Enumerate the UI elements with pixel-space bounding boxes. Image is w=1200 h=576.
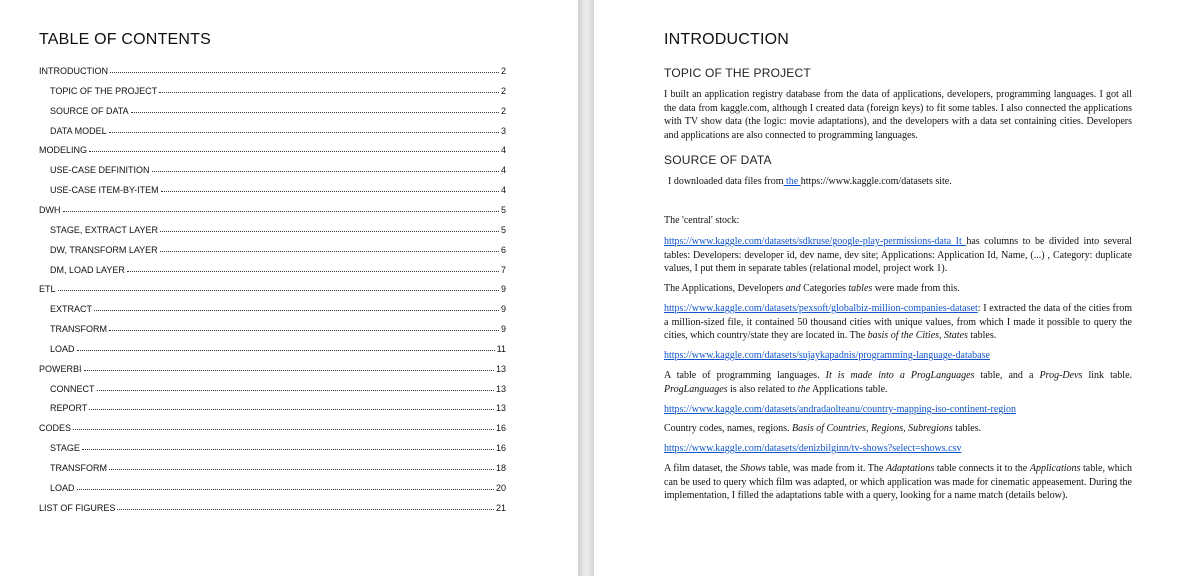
toc-entry-label: REPORT (50, 403, 88, 414)
p9-text-a: A film dataset, the (664, 463, 741, 474)
toc-entry[interactable] (39, 201, 506, 215)
toc-dot-leader (77, 350, 495, 351)
toc-entry-page-number: 13 (495, 363, 506, 374)
toc-entry-label: STAGE, EXTRACT LAYER (50, 224, 159, 235)
toc-dot-leader (89, 409, 494, 410)
toc-entry-page-number: 2 (500, 66, 506, 76)
toc-entry[interactable] (39, 419, 506, 433)
p5-text-f: ProgLanguages (664, 383, 728, 395)
p5-text-i: Applications table. (810, 383, 888, 395)
toc-dot-leader (127, 271, 499, 272)
toc-dot-leader (89, 151, 499, 152)
p9-text-b: Shows (740, 463, 766, 474)
toc-dot-leader (94, 310, 499, 311)
toc-entry-label: DW, TRANSFORM LAYER (50, 244, 158, 255)
toc-entry-label: ETL (39, 284, 56, 295)
p5-text-e: link table. (1082, 370, 1133, 381)
toc-entry-label: USE-CASE ITEM-BY-ITEM (50, 185, 159, 196)
toc-dot-leader (82, 449, 494, 450)
toc-title: TABLE OF CONTENTS (39, 31, 212, 48)
toc-entry-page-number: 4 (500, 185, 506, 196)
toc-dot-leader (131, 112, 499, 113)
introduction-page (594, 0, 1200, 576)
p2-text-d: tables (848, 283, 873, 294)
tv-shows-link[interactable]: https://www.kaggle.com/datasets/denizbilginn/tv-shows?select=shows.csv (664, 443, 962, 454)
toc-entry-page-number: 4 (500, 165, 506, 176)
p5-text-a: A table of programming languages. (664, 370, 826, 381)
p5-text-b: It is made into a ProgLanguages (825, 370, 975, 381)
countries-paragraph (664, 422, 1132, 436)
toc-entry[interactable] (39, 62, 506, 76)
toc-dot-leader (84, 370, 494, 371)
country-mapping-link-paragraph (664, 403, 1132, 417)
toc-entry-page-number: 16 (495, 423, 506, 434)
toc-entry-page-number: 6 (500, 244, 506, 255)
introduction-heading: INTRODUCTION (664, 31, 790, 48)
toc-entry[interactable] (50, 261, 506, 275)
toc-entry[interactable] (50, 122, 506, 136)
shows-paragraph (664, 462, 1132, 503)
p7-text-c: tables. (952, 423, 982, 434)
source-text-post: https://www.kaggle.com/datasets site. (800, 176, 952, 187)
toc-dot-leader (58, 290, 499, 291)
google-play-text: has columns to be divided into several tables: Developers: developer id, dev name, dev site; Applications: Application Id, Name, (...) , Category: duplicate values, I put them in separate tables (relational model, project work 1). (664, 236, 1132, 275)
toc-entry[interactable] (50, 380, 506, 394)
toc-dot-leader (97, 390, 494, 391)
toc-entry-page-number: 9 (500, 284, 506, 295)
toc-entry[interactable] (39, 360, 506, 374)
p5-text-g: is also related to (727, 383, 798, 395)
toc-entry[interactable] (50, 459, 506, 473)
toc-entry[interactable] (39, 499, 506, 513)
toc-entry[interactable] (39, 280, 506, 294)
toc-dot-leader (109, 330, 499, 331)
p2-text-a: The Applications, Developers (664, 283, 786, 294)
toc-entry-label: DATA MODEL (50, 125, 107, 136)
toc-entry-page-number: 21 (495, 502, 506, 513)
p5-text-h: the (797, 383, 811, 395)
toc-entry[interactable] (50, 221, 506, 235)
toc-dot-leader (159, 92, 499, 93)
google-play-permissions-link[interactable]: https://www.kaggle.com/datasets/sdkruse/google-play-permissions-data It (664, 236, 967, 247)
toc-entry-label: STAGE (50, 443, 80, 454)
toc-entry-label: DWH (39, 204, 61, 215)
toc-entry[interactable] (50, 320, 506, 334)
toc-dot-leader (117, 509, 494, 510)
toc-entry-label: SOURCE OF DATA (50, 105, 129, 116)
toc-entry-page-number: 13 (495, 383, 506, 394)
toc-dot-leader (160, 231, 499, 232)
topic-heading: TOPIC OF THE PROJECT (664, 66, 811, 80)
toc-dot-leader (73, 429, 494, 430)
p9-text-d: Adaptations (885, 463, 935, 474)
toc-page (0, 0, 578, 576)
prog-languages-paragraph (664, 369, 1132, 396)
p3-text-b: basis of the Cities, States (867, 330, 968, 342)
p9-text-e: table connects it to the (934, 463, 1030, 474)
toc-entry-label: INTRODUCTION (39, 66, 108, 76)
toc-entry-page-number: 20 (495, 482, 506, 493)
p9-text-c: table, was made from it. The (765, 463, 886, 474)
toc-entry-page-number: 3 (500, 125, 506, 136)
cities-paragraph (664, 302, 1132, 343)
toc-entry[interactable] (50, 439, 506, 453)
toc-dot-leader (63, 211, 499, 212)
toc-entry-label: EXTRACT (50, 304, 93, 315)
toc-entry-label: TRANSFORM (50, 324, 107, 335)
p9-text-f: Applications (1029, 463, 1081, 474)
topic-paragraph: I built an application registry database from the data of applications, developers, programming languages. I got all the data from kaggle.com, although I created data (foreign keys) to fit some tables. I also connected the applications with TV show data (the logic: movie adaptations), and the developers with a data set containing cities. Developers and applications are also connected to programming languages. (664, 89, 1132, 141)
toc-entry[interactable] (50, 300, 506, 314)
p2-text-c: Categories (800, 283, 849, 294)
p2-text-b: and (785, 283, 801, 294)
toc-dot-leader (152, 171, 499, 172)
toc-entry-page-number: 16 (495, 443, 506, 454)
p7-text-a: Country codes, names, regions. (664, 423, 793, 434)
google-play-paragraph (664, 235, 1132, 276)
toc-dot-leader (161, 191, 499, 192)
toc-entry[interactable] (39, 141, 506, 155)
toc-entry-page-number: 7 (500, 264, 506, 275)
toc-entry-label: POWERBI (39, 363, 82, 374)
toc-entry[interactable] (50, 181, 506, 195)
source-paragraph (664, 175, 1136, 189)
toc-entry[interactable] (50, 241, 506, 255)
globalbiz-companies-link[interactable]: https://www.kaggle.com/datasets/pexsoft/globalbiz-million-companies-dataset (664, 303, 978, 314)
source-heading: SOURCE OF DATA (664, 153, 772, 167)
toc-dot-leader (110, 72, 499, 73)
p5-text-d: Prog-Devs (1039, 370, 1083, 381)
toc-entry-label: TRANSFORM (50, 463, 107, 473)
toc-entry-label: USE-CASE DEFINITION (50, 165, 150, 176)
toc-entry-page-number: 9 (500, 304, 506, 315)
country-mapping-link[interactable]: https://www.kaggle.com/datasets/andradaolteanu/country-mapping-iso-continent-region (664, 404, 1017, 415)
tv-shows-link-paragraph (664, 442, 1132, 456)
source-link-the[interactable]: the (783, 176, 801, 187)
toc-entry-page-number: 5 (500, 224, 506, 235)
toc-entry-label: LOAD (50, 343, 75, 354)
toc-entry-label: CODES (39, 423, 72, 434)
toc-entry-label: LOAD (50, 482, 75, 493)
p5-text-c: table, and a (974, 370, 1040, 381)
central-stock-label: The 'central' stock: (664, 215, 740, 226)
toc-entry[interactable] (50, 399, 506, 413)
p9-text-g: table, which can be used to query which film was adapted, or which application was made for cinematic appeasement. During the implementation, I filled the adaptations table with a query, looking for a name match (details below). (664, 463, 1132, 502)
toc-entry[interactable] (50, 479, 506, 493)
programming-language-link-paragraph (664, 349, 1132, 363)
toc-entry-page-number: 11 (496, 343, 506, 354)
programming-language-database-link[interactable]: https://www.kaggle.com/datasets/sujaykapadnis/programming-language-database (664, 350, 990, 361)
toc-entry-page-number: 5 (500, 204, 506, 215)
toc-entry-label: LIST OF FIGURES (39, 502, 116, 513)
source-text-pre: I downloaded data files from (668, 176, 784, 187)
toc-dot-leader (109, 132, 499, 133)
toc-entry-label: DM, LOAD LAYER (50, 264, 125, 275)
toc-entry-page-number: 18 (495, 463, 506, 473)
toc-dot-leader (160, 251, 499, 252)
toc-entry-label: CONNECT (50, 383, 95, 394)
p3-text-c: tables. (967, 330, 997, 342)
p2-text-e: were made from this. (872, 283, 960, 294)
p3-text-a: : I extracted the data of the cities from a million-sized file, it contained 50 thousand cities with unique values, from which I made it possible to query the cities, which country/state they are located in. The (664, 303, 1132, 342)
toc-entry-page-number: 2 (500, 85, 506, 96)
toc-entry-page-number: 4 (500, 145, 506, 156)
page-gutter (578, 0, 594, 576)
toc-entry[interactable] (50, 102, 506, 116)
toc-entry[interactable] (50, 82, 506, 96)
toc-entry-label: TOPIC OF THE PROJECT (50, 85, 158, 96)
toc-dot-leader (109, 469, 494, 470)
p7-text-b: Basis of Countries, Regions, Subregions (792, 423, 953, 434)
toc-entry[interactable] (50, 161, 506, 175)
toc-entry[interactable] (50, 340, 506, 354)
toc-entry-page-number: 13 (495, 403, 506, 414)
toc-dot-leader (77, 489, 494, 490)
toc-entry-page-number: 9 (500, 324, 506, 335)
toc-entry-label: MODELING (39, 145, 88, 156)
toc-entry-page-number: 2 (500, 105, 506, 116)
tables-made-paragraph (664, 282, 1132, 296)
